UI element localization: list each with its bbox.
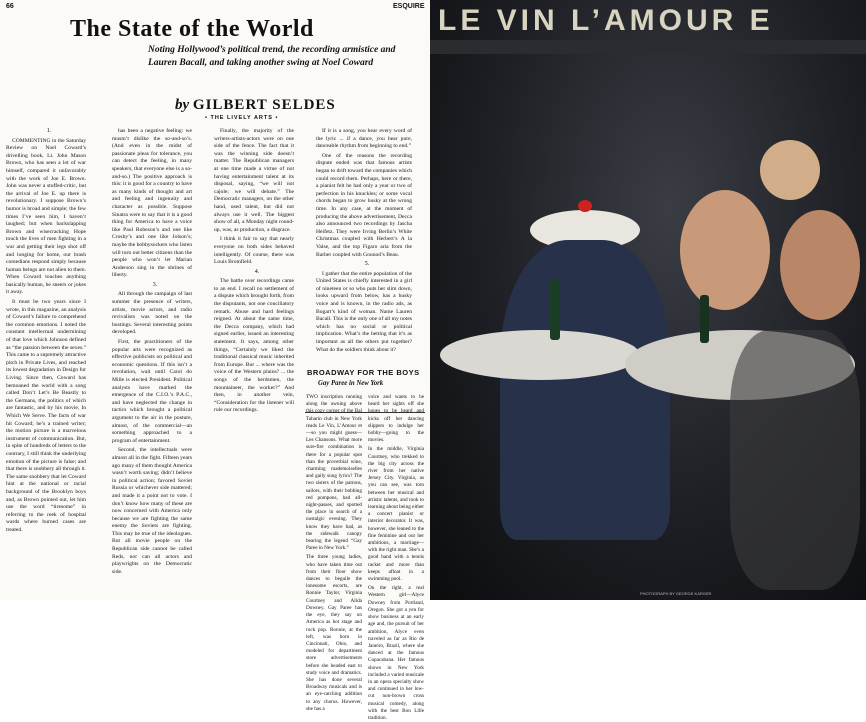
paragraph: I think it fair to say that nearly everyone on both sides behaved intelligently. Of course, there was Louis Bromfield. bbox=[214, 236, 294, 266]
woman-center bbox=[680, 190, 770, 310]
section-label: • THE LIVELY ARTS • bbox=[205, 115, 279, 121]
sidebar-column-2: voice and wants to be heard her sights off she hopes to be heard and kicks off her dancing slippers to indulge her hobby—going to the movies. In the middle, Virginia Courtney, who trekked to the big city across the river from her native Jersey City. Virginia, as you can see, was torn between her musical and artistic talents, and took to learning about being either a concert pianist or interior decorator. It was, however, she leaned to the fine feminine and our her ambitions, a marriage—with the right man. She’s a good hand with a tennis racket and more than keeps afloat in a swimming pool. On the right, a real Western girl—Alyce Downey from Portland, Oregon. She got a yen for show business at an early age and, the pursuit of her ambition, Alyce even traveled as far as Rio de Janeiro, Brazil, where she danced at the famous Copacabana. Her famous shows in New York included a varied musicale in an opera specialty show and continued in her low-cut non-brown cross musical comedy, along with the best Bon Lille tradition. bbox=[368, 394, 424, 721]
text-column-1 bbox=[6, 128, 86, 536]
text-page bbox=[0, 0, 430, 721]
sidebar-subtitle: Gay Paree in New York bbox=[318, 380, 384, 387]
paragraph: Finally, the majority of the writers-artists-actors were on one side of the fence. The fact that it was the winning side doesn’t matter. The Republican managers at one time made a virtue of not having entertainment talent at its disposal, saying, “we will not cajole; we will debate.” The Democratic managers, on the other hand, used talent, but did not always use it well. The biggest show of all, a Monday night round-up, was, as production, a disgrace. bbox=[214, 128, 294, 233]
paragraph: All through the campaign of last summer the presence of writers, artists, movie actors, and radio revivalists was noted on the hustings. Several interesting points developed. bbox=[112, 291, 192, 336]
paragraph: One of the reasons the recording dispute ended was that famous artists began to drift toward the companies which could record them. Perhaps, here or there, a pianist felt he had only a year or two of perfection in his knuckles; or some vocal chords began to grow husky at the wrong time. In any case, at the moment of producing the above advertisement, Decca also announced two recordings by Jascha Heifetz. They were Irving Berlin’s White Christmas coupled with Herbert’s A la Valse, and the top Figaro aria from the Barber coupled with Gounod’s Beau. bbox=[316, 152, 412, 258]
byline bbox=[175, 97, 336, 114]
paragraph: First, the practitioners of the popular arts were recognized as effective publicists on political and economic questions. If this isn’t a revolution, wait until Carol do Mille is elected President. Political analysts have marked the emergence of the C.I.O.’s P.A.C., and have neglected the change in tactics which brought a political argument to the air in the posture, almost, of the commercial—an something approached to a program of entertainment. bbox=[112, 339, 192, 444]
table bbox=[440, 330, 640, 380]
paragraph: If it is a song, you hear every word of the lyric ... if a dance, you hear pure, danceable rhythm from beginning to end.” bbox=[316, 128, 412, 150]
paragraph: Second, the intellectuals were almost all in the fight. Fifteen years ago many of them thought America wasn’t worth saving; didn’t believe in political action; favored Soviet Russia or whichever side mattered; and made it a point not to vote. I don’t know how many of these are now concerned with America only because we are fighting the same enemy the Soviets are fighting. This may be true of the ideologues. But all movie people on the Republican side cannot be called Reds, nor can all actors and playwrights on the Democratic side. bbox=[112, 447, 192, 575]
section-number: 1. bbox=[46, 128, 52, 134]
article-deck: Noting Hollywood’s political trend, the recording armistice and Lauren Bacall, and taking another swing at Noel Coward bbox=[148, 45, 396, 68]
paragraph: has been a negative feeling: we mustn’t dislike the so-and-so’s. (And even in the midst of passionate pleas for tolerance, you can detect the feeling, in many speakers, that everyone else is a so-and-so.) The positive approach is this: it is good for a country to have as many kinds of thought and art and feeling and ingenuity and character as possible. Suppose Sinatra were to say that it is a good thing for America to have a voice like Paul Robeson’s and one like Crosby’s and one like Jolson’s; maybe the bobbysockers who listen will turn out better citizens than the people who won’t let Marian Anderson sing in the shrines of liberty. bbox=[112, 128, 192, 279]
page-number: 66 bbox=[6, 3, 14, 10]
awning-sign: LE VIN L’AMOUR E bbox=[438, 4, 774, 37]
woman-back bbox=[760, 140, 820, 200]
awning-edge bbox=[430, 40, 866, 54]
photo bbox=[430, 0, 866, 600]
paragraph: The battle over recordings came to an end. I recall no settlement of a dispute which brought forth, from the disputants, not one conciliatory remark. Abuse and hard feelings reigned. At about the same time, the Decca company, which had signed earlier, issued an interesting statement. It says, among other things, “Certainly we liked the traditional classical music inherited from Europe. But ... where was the voice of the Western plains? ... the songs of the herdsmen, the mountaineer, the worker?” And then, in another vein, “Consideration for the listener will rule our recordings. bbox=[214, 278, 294, 414]
author-name: GILBERT SELDES bbox=[192, 97, 336, 113]
section-number: 3. bbox=[152, 281, 158, 288]
sidebar-paragraph: On the right, a real Western girl—Alyce Downey from Portland, Oregon. She got a yen for show business at an early age and, the pursuit of her ambition, Alyce even traveled as far as Rio de Janeiro, Brazil, where she danced at the famous Copacabana. Her famous shows in New York included a varied musicale in an opera specialty show and continued in her low-cut non-brown cross musical comedy, along with the best Bon Lille tradition. bbox=[368, 585, 424, 721]
section-number: 5. bbox=[364, 261, 370, 268]
paragraph: It must be two years since I wrote, in this magazine, an analysis of Coward’s failure to comprehend the common emotions. I noted the constant intellectual undermining of that love which Johnson defined as “the passion between the sexes.” This came to a supremely attractive pitch in Private Lives, and reached its lowest degradation in Design for Living. Since then, Coward has bemoaned the world with a song called Don’t Let’s Be Beastly to the Germans, the politics of which are fantastic, and by his movie, In Which We Serve. The facts of war hit Coward; he’s a trained writer; the motion picture is a marvelous instrument of communication. But, in spite of hundreds of letters to the contrary, I still think the underlying emotion of the picture is false; and that there is snobbery all through it. The same snobbery that let Coward hint at the national or racial background of the Brooklyn boys and, as Brown pointed out, let him use the word “tiresome” in referring to the reek of hospital wards where burned cases are treated. bbox=[6, 299, 87, 533]
article-title: The State of the World bbox=[70, 16, 314, 42]
woman-right bbox=[780, 210, 860, 320]
wine-bottle bbox=[550, 280, 560, 340]
sidebar-paragraph: In the middle, Virginia Courtney, who trekked to the big city across the river from her native Jersey City. Virginia, as you can see, was torn between her musical and artistic talents, and took to learning about being either a concert pianist or interior decorator. It was, however, she leaned to the fine feminine and our her ambitions, a marriage—with the right man. She’s a good hand with a tennis racket and more than keeps afloat in a swimming pool. bbox=[368, 446, 424, 583]
text-column-2 bbox=[112, 128, 192, 578]
byline-by: by bbox=[175, 97, 190, 113]
sailor-figure bbox=[500, 240, 670, 540]
text-column-3 bbox=[214, 128, 294, 417]
wine-bottle-2 bbox=[700, 295, 709, 343]
paragraph: COMMENTING in the Saturday Review on Noel Coward’s drivelling book, Lt. John Mason Brown, who has seen a lot of war himself, compared it unfavorably with the work of Joe E. Brown. John was never a stuffed-critic, but the arrival of Joe E. up there is revolutionary. I suppose Brown’s humor is broad and simple; the few times I’ve seen him, I haven’t laughed; but when backslapping Brown and wisecracking Hope touch the lives of men fighting in a war and getting their legs shot off and longing for home, our brash comedians respond simply because human beings are not alien to them. When Coward touches anything basically human, he sneers or jokes it away. bbox=[6, 137, 87, 296]
magazine-name: ESQUIRE bbox=[393, 3, 425, 10]
dancer-legs bbox=[730, 330, 860, 590]
section-number: 4. bbox=[254, 268, 260, 275]
photo-credit: PHOTOGRAPH BY GEORGE KARGER bbox=[640, 591, 712, 596]
sidebar-column-1: TWO inscription running along the awning above this cozy corner of the Bal Tabarin club in New York reads Le Vin, L’Amour et—so you might guess—Les Chansons. What more sure-fire combination is there for a popular spot than the proverbial wine, charming mademoiselles and gaily sung lyrics? The two sisters of the patrons, sailors, with their bobbing red pompons, had all-night-passes, and spotted the place in search of a nostalgic evening. They know they have had, as the sidewalk canopy bearing the legend “Gay Paree in New York.” The three young ladies, who have taken time out from their floor show dances to beguile the lonesome escorts, are Ronnie Taylor, Virginia Courtney and Alida Downey. Gay Paree has the eye, they say on America as hot stage and rock pop. Ronnie, at the left, was born in Cincinnati, Ohio, and modeled for department store advertisements before she headed east to study voice and dramatics. She has done several Broadway musicals and is an eye-catching addition to any chorus. However, she has a bbox=[306, 394, 362, 712]
sidebar-paragraph: The three young ladies, who have taken time out from their floor show dances to beguile the lonesome escorts, are Ronnie Taylor, Virginia Courtney and Alida Downey. Gay Paree has the eye, they say on America as hot stage and rock pop. Ronnie, at the left, was born in Cincinnati, Ohio, and modeled for department store advertisements before she headed east to study voice and dramatics. She has done several Broadway musicals and is an eye-catching addition to any chorus. However, she has a bbox=[306, 554, 362, 712]
sidebar-title: BROADWAY FOR THE BOYS bbox=[307, 368, 420, 377]
paragraph: I gather that the entire population of the United States is chiefly interested in a girl of nineteen or so who puts her slim down, looks upward from below, has a husky voice and is known, in the radio ads, as Bogart’s kind of woman. Name Lauren Bacall. This is the only one of all my notes which has no social or political implication. What’s the betting that it’s as important as all the others put together? What do the soldiers think about it? bbox=[316, 270, 412, 353]
hat-pompon bbox=[578, 200, 592, 212]
text-column-4 bbox=[316, 128, 412, 363]
